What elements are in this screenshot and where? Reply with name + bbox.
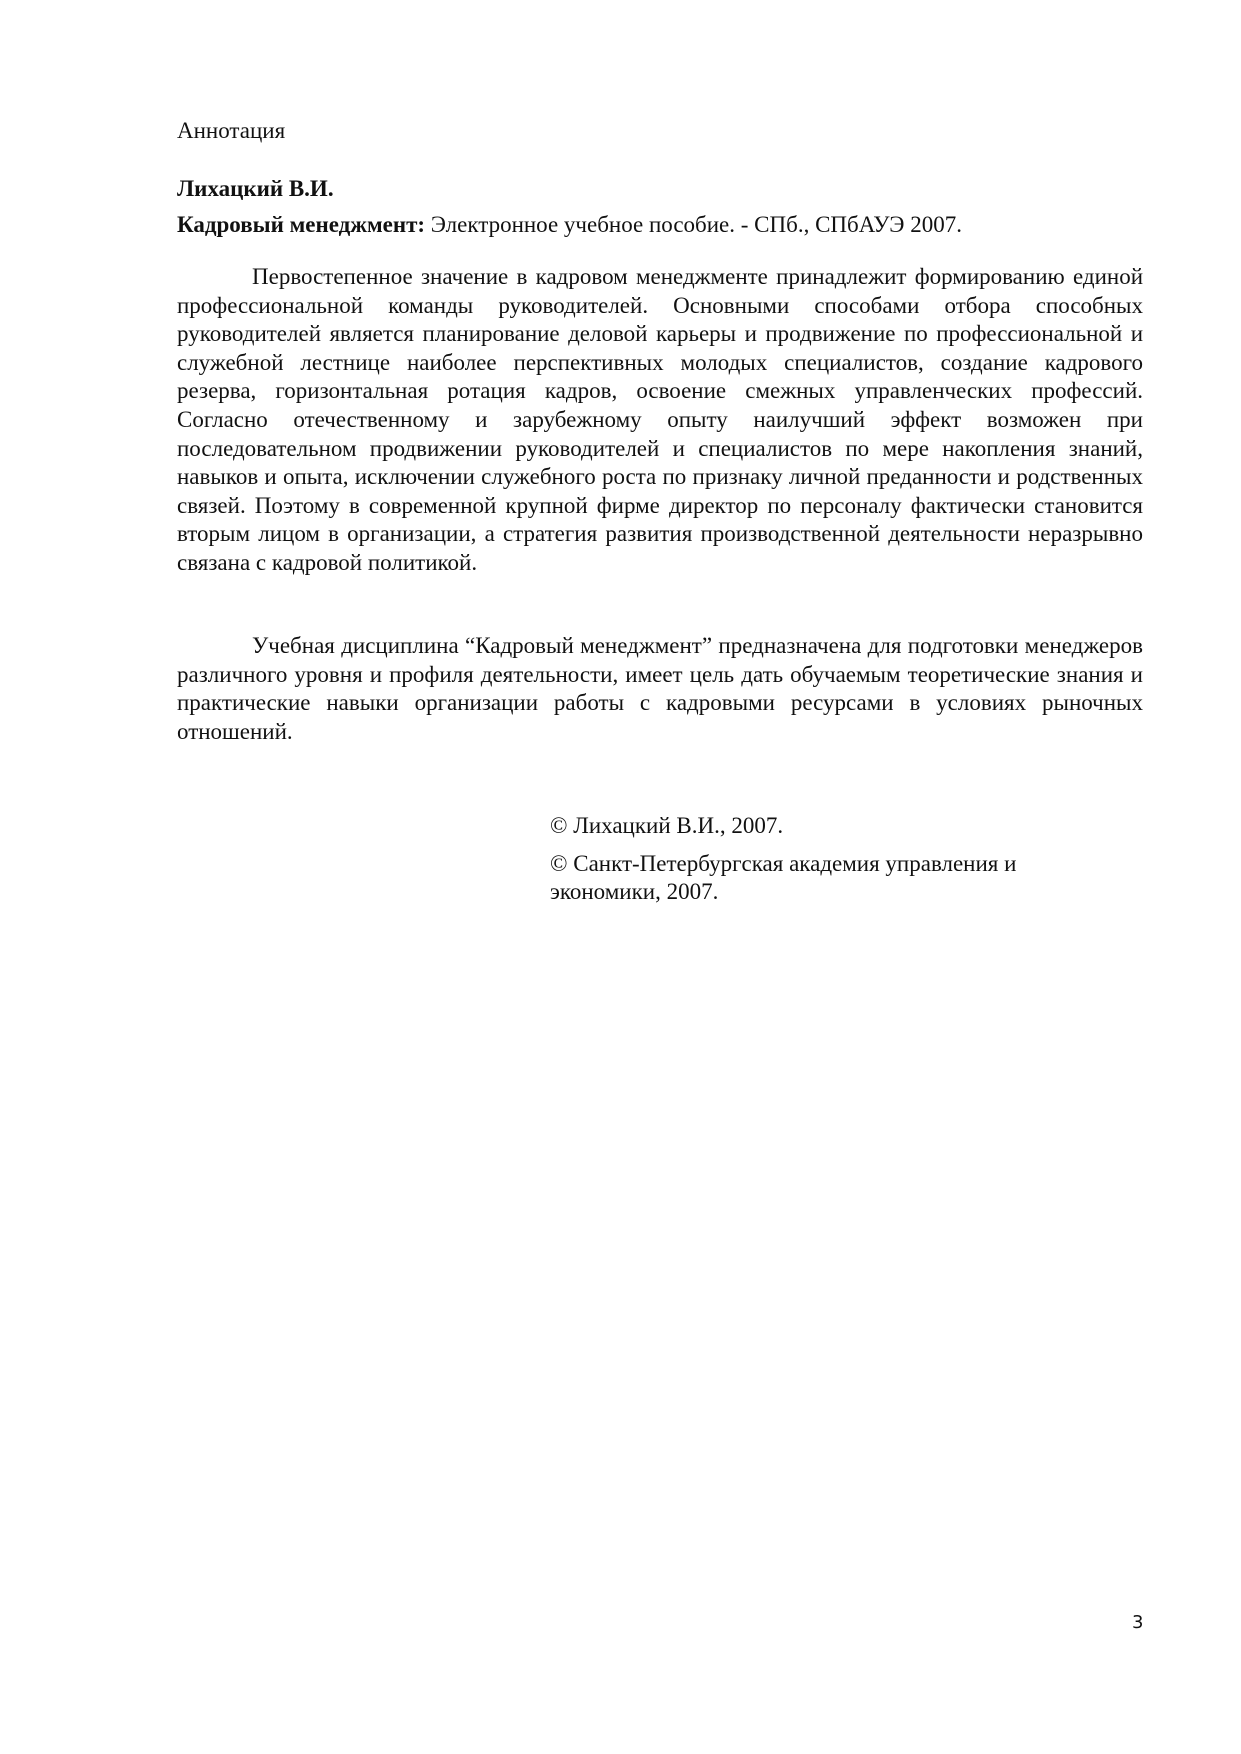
- annotation-paragraph-2: Учебная дисциплина “Кадровый менеджмент” предназначена для подготовки менеджеров различного уровня и профиля деятельности, имеет цель дать обучаемым теоретические знания и практические навыки организации работы с кадровыми ресурсами в условиях рыночных отношений.: [177, 633, 1143, 744]
- annotation-paragraph-1: Первостепенное значение в кадровом менеджменте принадлежит формированию единой профессиональной команды руководителей. Основными способами отбора способных руководителей является планирование деловой карьеры и продвижение по профессиональной и служебной лестнице наиболее перспективных молодых специалистов, создание кадрового резерва, горизонтальная ротация кадров, освоение смежных управленческих профессий. Согласно отечественному и зарубежному опыту наилучший эффект возможен при последовательном продвижении руководителей и специалистов по мере накопления знаний, навыков и опыта, исключении служебного роста по признаку личной преданности и родственных связей. Поэтому в современной крупной фирме директор по персоналу фактически становится вторым лицом в организации, а стратегия развития производственной деятельности неразрывно связана с кадровой политикой.: [177, 264, 1143, 575]
- page-number: 3: [1132, 1612, 1144, 1633]
- author-name: Лихацкий В.И.: [177, 176, 334, 201]
- book-title: Кадровый менеджмент:: [177, 212, 426, 237]
- book-details: Электронное учебное пособие. - СПб., СПбАУЭ 2007.: [425, 212, 962, 237]
- bibliographic-reference: [177, 211, 962, 239]
- copyright-academy: © Санкт-Петербургская академия управления и экономики, 2007.: [550, 851, 1017, 904]
- annotation-heading: Аннотация: [177, 118, 286, 143]
- copyright-author: © Лихацкий В.И., 2007.: [550, 813, 784, 838]
